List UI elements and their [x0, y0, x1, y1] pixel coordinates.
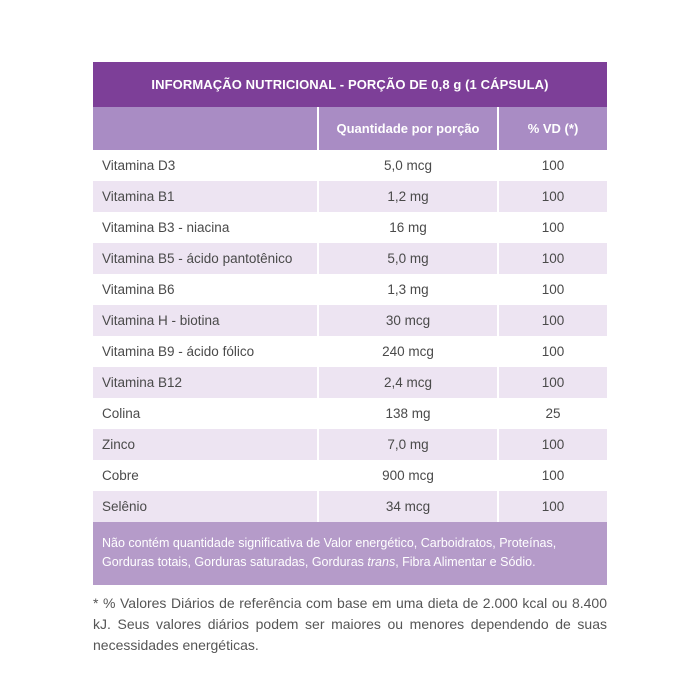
table-row — [93, 429, 607, 460]
header-nutrient — [93, 107, 317, 150]
table-row — [93, 274, 607, 305]
no-significant-amount-note — [93, 522, 607, 585]
nutrient-daily-value: 100 — [497, 367, 607, 398]
nutrient-name: Selênio — [102, 499, 148, 514]
nutrient-amount: 2,4 mcg — [317, 367, 497, 398]
nutrient-name: Vitamina H - biotina — [102, 313, 220, 328]
nutrient-amount: 34 mcg — [317, 491, 497, 522]
nutrient-name: Vitamina B9 - ácido fólico — [102, 344, 255, 359]
note-italic-text: trans — [367, 555, 396, 569]
nutrient-amount: 30 mcg — [317, 305, 497, 336]
nutrient-amount: 900 mcg — [317, 460, 497, 491]
nutrient-daily-value: 100 — [497, 150, 607, 181]
nutrient-name: Colina — [102, 406, 141, 421]
note-text-end: , Fibra Alimentar e Sódio. — [395, 555, 536, 569]
nutrient-amount: 5,0 mcg — [317, 150, 497, 181]
table-header-row — [93, 107, 607, 150]
table-row — [93, 336, 607, 367]
nutrient-amount: 5,0 mg — [317, 243, 497, 274]
nutrient-daily-value: 100 — [497, 305, 607, 336]
nutrient-amount: 7,0 mg — [317, 429, 497, 460]
nutrient-daily-value: 100 — [497, 212, 607, 243]
nutrient-name: Vitamina B3 - niacina — [102, 220, 230, 235]
nutrient-name: Vitamina B1 — [102, 189, 175, 204]
nutrient-name: Vitamina B5 - ácido pantotênico — [102, 251, 293, 266]
nutrient-amount: 1,3 mg — [317, 274, 497, 305]
daily-value-footnote: * % Valores Diários de referência com base em uma dieta de 2.000 kcal ou 8.400 kJ. Seus valores diários podem ser maiores ou menores dependendo de suas necessidades energéticas. — [93, 595, 607, 653]
table-row — [93, 212, 607, 243]
nutrient-amount: 240 mcg — [317, 336, 497, 367]
nutrient-amount: 1,2 mg — [317, 181, 497, 212]
table-title: INFORMAÇÃO NUTRICIONAL - PORÇÃO DE 0,8 g (1 CÁPSULA) — [93, 62, 607, 107]
table-row — [93, 243, 607, 274]
note-text: Não contém quantidade significativa de Valor energético, Carboidratos, Proteínas, Gorduras totais, Gorduras saturadas, Gorduras — [102, 536, 557, 569]
nutrient-name: Vitamina B12 — [102, 375, 183, 390]
table-row — [93, 398, 607, 429]
nutrient-daily-value: 100 — [497, 274, 607, 305]
table-row — [93, 367, 607, 398]
nutrient-daily-value: 100 — [497, 243, 607, 274]
header-amount: Quantidade por porção — [317, 107, 497, 150]
nutrient-daily-value: 100 — [497, 491, 607, 522]
nutrient-name: Vitamina B6 — [102, 282, 175, 297]
nutrient-name: Cobre — [102, 468, 139, 483]
header-daily-value: % VD (*) — [497, 107, 607, 150]
nutrition-facts-table — [93, 62, 607, 656]
nutrient-daily-value: 100 — [497, 460, 607, 491]
nutrient-amount: 16 mg — [317, 212, 497, 243]
nutrient-daily-value: 100 — [497, 336, 607, 367]
table-row — [93, 491, 607, 522]
table-row — [93, 181, 607, 212]
nutrient-daily-value: 100 — [497, 429, 607, 460]
table-row — [93, 150, 607, 181]
table-row — [93, 305, 607, 336]
nutrient-name: Vitamina D3 — [102, 158, 176, 173]
nutrient-amount: 138 mg — [317, 398, 497, 429]
nutrient-name: Zinco — [102, 437, 136, 452]
nutrient-daily-value: 25 — [497, 398, 607, 429]
nutrient-daily-value: 100 — [497, 181, 607, 212]
table-row — [93, 460, 607, 491]
